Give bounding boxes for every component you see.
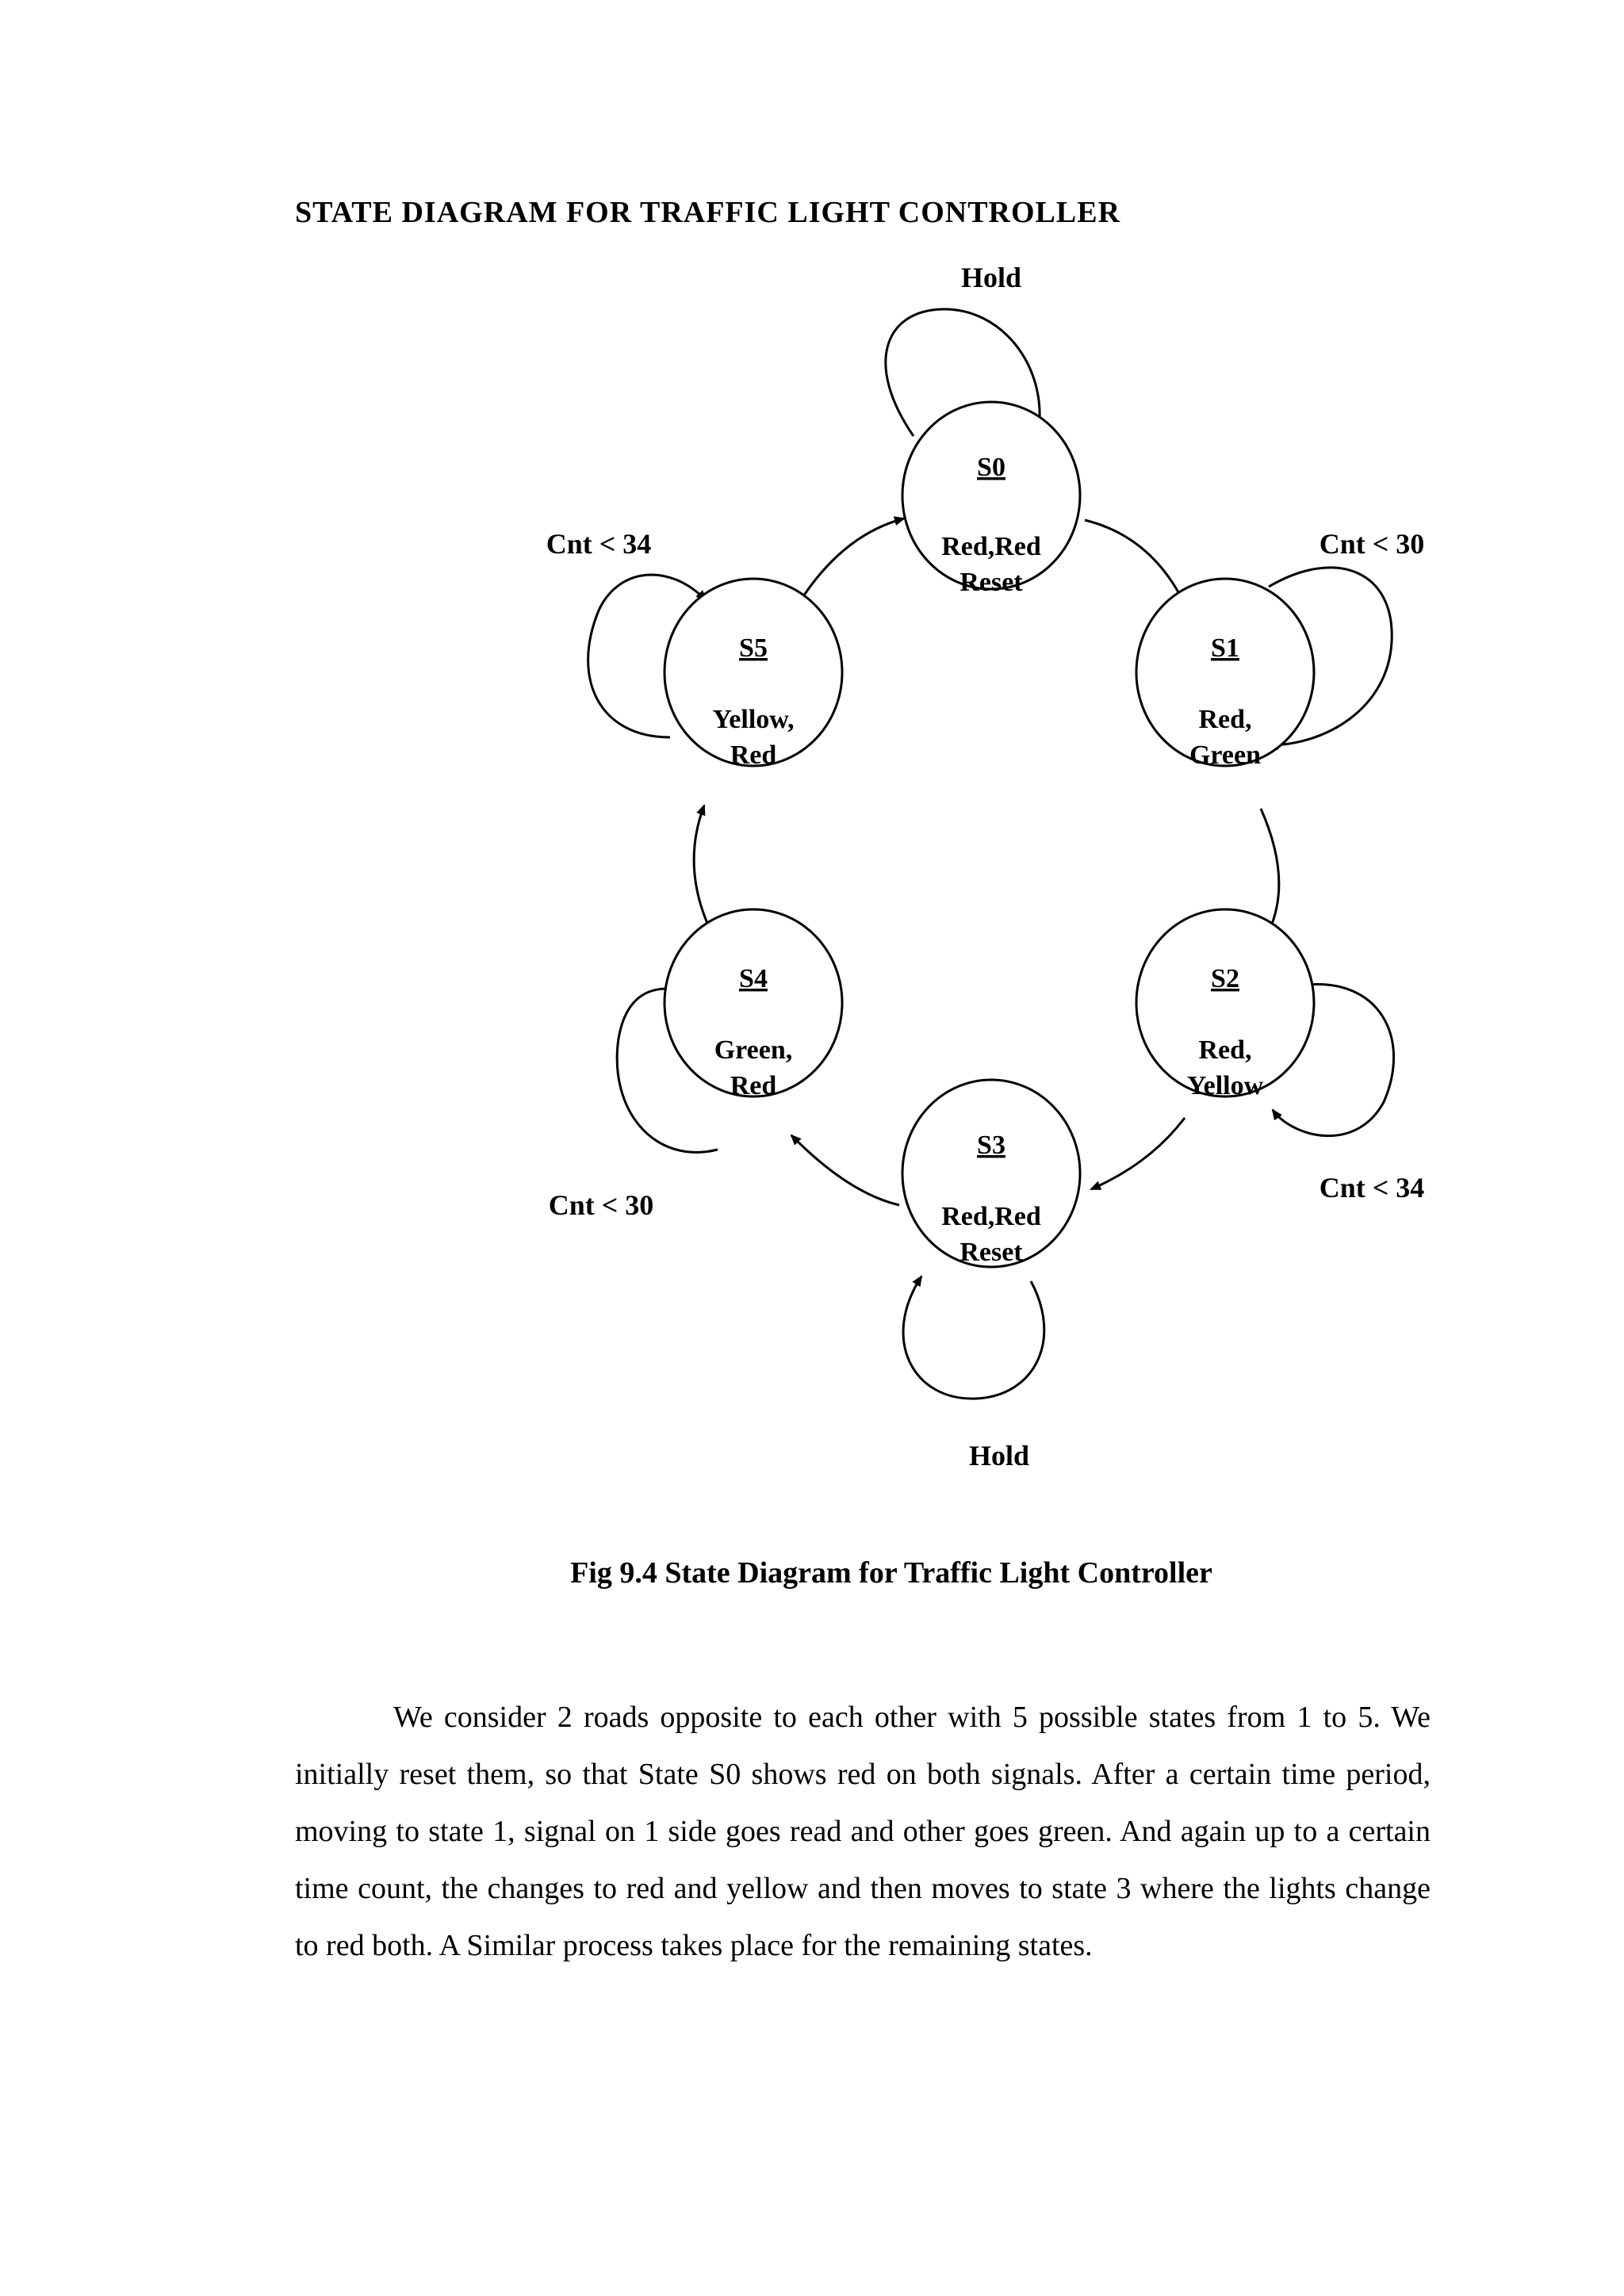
- state-line1-s0: Red,Red: [941, 532, 1041, 561]
- state-node-s4: [665, 909, 842, 1096]
- state-line2-s0: Reset: [959, 568, 1023, 597]
- state-line1-s1: Red,: [1198, 705, 1252, 734]
- loop-s3: [903, 1276, 1044, 1399]
- state-id-s5: S5: [739, 633, 768, 663]
- loop-label-s1: Cnt < 30: [1319, 528, 1425, 560]
- transition-s1-s2: [1261, 809, 1279, 932]
- transition-s5-s0: [796, 519, 904, 607]
- state-node-s2: [1136, 909, 1314, 1096]
- state-id-s4: S4: [739, 964, 768, 993]
- state-id-s0: S0: [977, 453, 1005, 482]
- state-line1-s5: Yellow,: [712, 705, 795, 734]
- state-id-s2: S2: [1211, 964, 1239, 993]
- page-heading: STATE DIAGRAM FOR TRAFFIC LIGHT CONTROLLER: [295, 196, 1121, 229]
- transition-s0-s1: [1085, 520, 1183, 601]
- transition-s2-s3: [1091, 1118, 1185, 1189]
- transition-s3-s4: [791, 1135, 899, 1205]
- state-node-s5: [665, 579, 842, 766]
- state-line1-s2: Red,: [1198, 1035, 1252, 1065]
- state-line2-s2: Yellow: [1186, 1071, 1264, 1100]
- loop-label-s2: Cnt < 34: [1319, 1172, 1425, 1203]
- figure-caption: Fig 9.4 State Diagram for Traffic Light Controller: [570, 1556, 1212, 1590]
- loop-label-s0: Hold: [960, 262, 1022, 293]
- state-line2-s4: Red: [730, 1071, 777, 1100]
- state-line2-s5: Red: [730, 740, 777, 770]
- state-line1-s3: Red,Red: [941, 1202, 1041, 1231]
- state-line2-s1: Green: [1189, 740, 1262, 770]
- state-id-s3: S3: [977, 1131, 1005, 1160]
- loop-label-s5: Cnt < 34: [546, 528, 652, 560]
- transition-s4-s5: [694, 806, 712, 934]
- state-node-s1: [1136, 579, 1314, 766]
- state-id-s1: S1: [1211, 633, 1239, 663]
- state-diagram: [508, 254, 1443, 1490]
- loop-label-s3: Hold: [968, 1440, 1030, 1471]
- state-line2-s3: Reset: [959, 1238, 1023, 1267]
- state-line1-s4: Green,: [714, 1035, 793, 1065]
- body-paragraph: We consider 2 roads opposite to each other with 5 possible states from 1 to 5. We initially reset them, so that State S0 shows red on both signals. After a certain time period, moving to state 1, signal on 1 side goes read and other goes green. And again up to a certain time count, the changes to red and yellow and then moves to state 3 where the lights change to red both. A Similar process takes place for the remaining states.: [295, 1701, 1431, 1962]
- loop-label-s4: Cnt < 30: [548, 1189, 654, 1221]
